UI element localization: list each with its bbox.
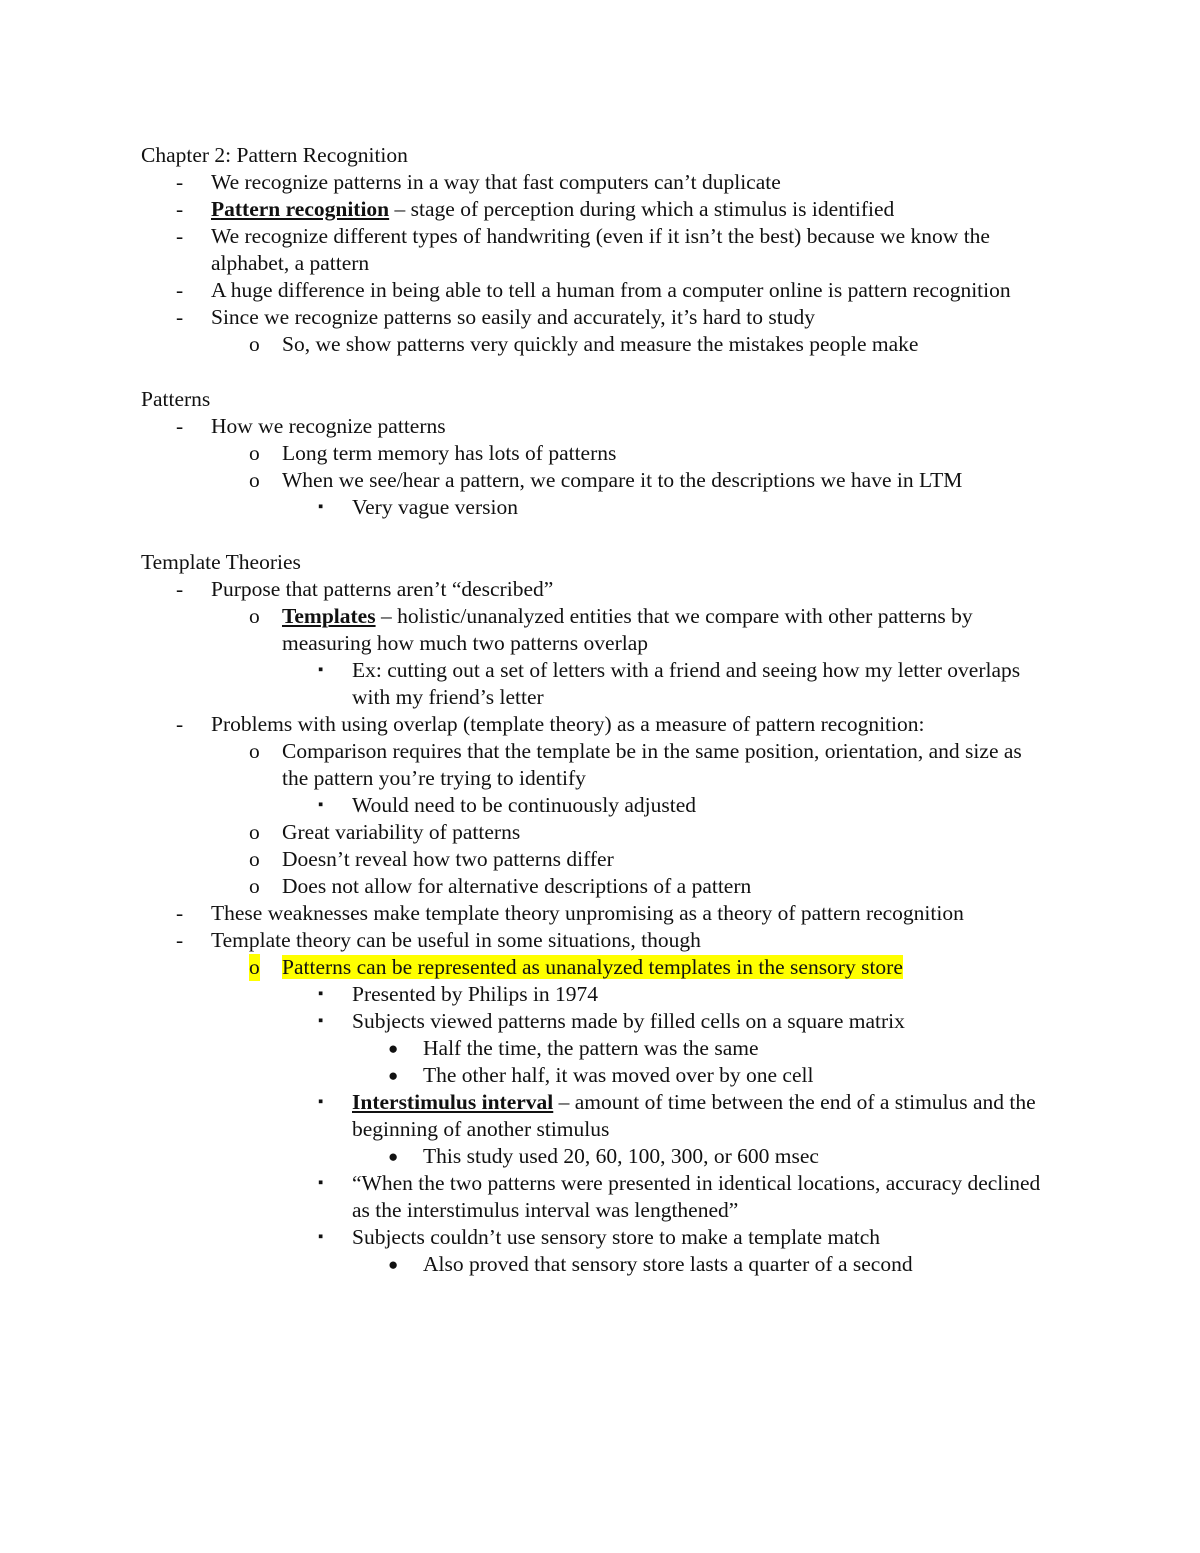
item-text: Presented by Philips in 1974 [352,982,599,1006]
item-text: A huge difference in being able to tell a human from a computer online is pattern recognition [211,278,1011,302]
list-item [141,846,1051,873]
list-item [141,819,1051,846]
highlighted-list-item [141,954,1051,981]
list-item [141,1251,1051,1278]
key-term: Templates [282,604,376,628]
square-bullet: ▪ [318,1175,324,1191]
item-text: Great variability of patterns [282,820,521,844]
item-text: When we see/hear a pattern, we compare it to the descriptions we have in LTM [282,468,963,492]
dash-bullet: - [176,224,184,248]
notes-body [141,142,1051,1278]
circle-bullet: o [249,604,260,628]
dash-bullet: - [176,928,184,952]
list-item [141,576,1051,603]
dash-bullet: - [176,197,184,221]
square-bullet: ▪ [318,1013,324,1029]
list-item [141,494,1051,521]
circle-bullet: o [249,820,260,844]
circle-bullet: o [249,847,260,871]
item-text: Doesn’t reveal how two patterns differ [282,847,614,871]
list-item [141,169,1051,196]
item-text: – amount of time between the end of a stimulus and the beginning of another stimulus [352,1090,1036,1141]
key-term: Pattern recognition [211,197,390,221]
square-bullet: ▪ [318,499,324,515]
section-heading: Patterns [141,387,211,411]
list-item [141,1170,1051,1224]
list-item [141,792,1051,819]
item-text: We recognize patterns in a way that fast computers can’t duplicate [211,170,781,194]
list-item [141,304,1051,331]
item-text: Ex: cutting out a set of letters with a friend and seeing how my letter overlaps with my friend’s letter [352,658,1021,709]
square-bullet: ▪ [318,1094,324,1110]
list-item [141,1008,1051,1035]
item-text: These weaknesses make template theory unpromising as a theory of pattern recognition [211,901,964,925]
item-text: Would need to be continuously adjusted [352,793,696,817]
circle-bullet: o [249,332,260,356]
list-item [141,900,1051,927]
dash-bullet: - [176,170,184,194]
dash-bullet: - [176,712,184,736]
list-item [141,1224,1051,1251]
list-item [141,981,1051,1008]
list-item [141,711,1051,738]
item-text: Subjects viewed patterns made by filled cells on a square matrix [352,1009,905,1033]
item-text: “When the two patterns were presented in identical locations, accuracy declined as the interstimulus interval was lengthened” [352,1171,1041,1222]
list-item [141,738,1051,792]
section-heading: Chapter 2: Pattern Recognition [141,143,408,167]
item-text: Long term memory has lots of patterns [282,441,617,465]
list-item [141,277,1051,304]
square-bullet: ▪ [318,662,324,678]
item-text: Half the time, the pattern was the same [423,1036,759,1060]
list-item [141,927,1051,954]
circle-bullet: o [249,739,260,763]
list-item [141,603,1051,657]
dot-bullet: ● [388,1147,399,1166]
key-term: Interstimulus interval [352,1090,554,1114]
list-item [141,1062,1051,1089]
list-item [141,1143,1051,1170]
dash-bullet: - [176,901,184,925]
item-text: We recognize different types of handwriting (even if it isn’t the best) because we know the alphabet, a pattern [211,224,990,275]
item-text: Purpose that patterns aren’t “described” [211,577,554,601]
square-bullet: ▪ [318,797,324,813]
item-text: – holistic/unanalyzed entities that we compare with other patterns by measuring how much two patterns overlap [282,604,973,655]
list-item [141,467,1051,494]
item-text: The other half, it was moved over by one cell [423,1063,814,1087]
list-item [141,1035,1051,1062]
item-text: So, we show patterns very quickly and measure the mistakes people make [282,332,919,356]
section-heading: Template Theories [141,550,301,574]
dot-bullet: ● [388,1039,399,1058]
dot-bullet: ● [388,1255,399,1274]
dash-bullet: - [176,305,184,329]
dash-bullet: - [176,278,184,302]
item-text: Does not allow for alternative descriptions of a pattern [282,874,752,898]
list-item [141,657,1051,711]
dash-bullet: - [176,414,184,438]
item-text: Also proved that sensory store lasts a quarter of a second [423,1252,913,1276]
item-text: How we recognize patterns [211,414,446,438]
list-item [141,873,1051,900]
circle-bullet: o [249,441,260,465]
square-bullet: ▪ [318,986,324,1002]
list-item [141,440,1051,467]
list-item [141,1089,1051,1143]
item-text: Subjects couldn’t use sensory store to make a template match [352,1225,881,1249]
list-item [141,413,1051,440]
list-item [141,196,1051,223]
circle-bullet: o [249,955,260,979]
item-text: Since we recognize patterns so easily and accurately, it’s hard to study [211,305,815,329]
circle-bullet: o [249,468,260,492]
item-text: Problems with using overlap (template theory) as a measure of pattern recognition: [211,712,925,736]
list-item [141,223,1051,277]
item-text: Comparison requires that the template be in the same position, orientation, and size as the pattern you’re trying to identify [282,739,1022,790]
item-text: Very vague version [352,495,518,519]
item-text: Template theory can be useful in some situations, though [211,928,701,952]
item-text: This study used 20, 60, 100, 300, or 600 msec [423,1144,819,1168]
highlighted-text: Patterns can be represented as unanalyzed templates in the sensory store [282,955,903,979]
list-item [141,331,1051,358]
circle-bullet: o [249,874,260,898]
dash-bullet: - [176,577,184,601]
square-bullet: ▪ [318,1229,324,1245]
dot-bullet: ● [388,1066,399,1085]
item-text: – stage of perception during which a stimulus is identified [389,197,895,221]
